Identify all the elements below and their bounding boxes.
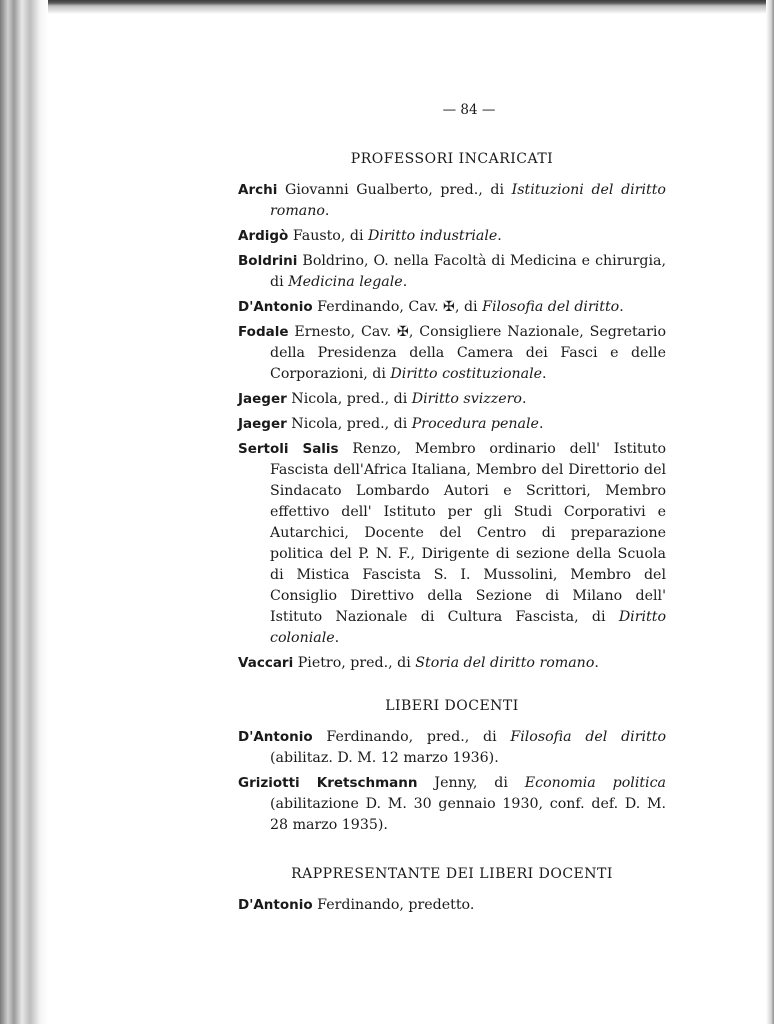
entry-tail: . [334,630,340,646]
entry-subject: Storia del diritto romano [415,655,595,671]
entry-subject: Diritto coloniale [270,609,666,646]
entry-surname: Ardigò [238,228,289,244]
entry-surname: Archi [238,182,278,198]
entry-fodale [238,322,666,385]
entry-surname: Boldrini [238,253,298,269]
entry-sertoli-salis [238,439,666,649]
entry-surname: Fodale [238,324,289,340]
entry-subject: Istituzioni del diritto romano [270,182,666,219]
entry-details: Renzo, Membro ordinario dell' Istituto Fascista dell'Africa Italiana, Membro del Direttorio del Sindacato Lombardo Autori e Scrittori, Membro effettivo dell' Istituto per gli Studi Corporativi e Autarchici, Docente del Centro di preparazione politica del P. N. F., Dirigente di sezione della Scuola di Mistica Fascista S. I. Mussolini, Membro del Consiglio Direttivo della Sezione di Milano dell' Istituto Nazionale di Cultura Fascista, di [270,441,667,625]
entry-surname: D'Antonio [238,729,313,745]
entry-jaeger-1 [238,389,666,410]
entry-subject: Filosofia del diritto [510,729,666,745]
entry-subject: Diritto svizzero [411,391,522,407]
scan-border-right [766,0,774,1024]
scan-border-top [0,0,774,14]
entry-details: Fausto, di [288,228,369,244]
entry-jaeger-2 [238,414,666,435]
entry-details: Nicola, pred., di [286,391,412,407]
entry-surname: Vaccari [238,655,294,671]
entry-details: Pietro, pred., di [293,655,416,671]
section-heading-docenti: LIBERI DOCENTI [385,698,519,714]
scan-binding-edge [0,0,48,1024]
entry-surname: Jaeger [238,416,287,432]
entry-tail: . [521,391,527,407]
entry-details: Boldrino, O. nella Facoltà di Medicina e chirurgia, di [270,253,666,290]
entry-surname: Jaeger [238,391,287,407]
entry-tail: . [619,299,624,315]
entry-vaccari [238,653,666,674]
entry-details: Ferdinando, Cav. ✠, di [312,299,483,315]
entry-tail: . [324,203,330,219]
entry-subject: Diritto costituzionale [390,366,543,382]
entry-dantonio-docente [238,727,666,769]
document-page [238,100,666,920]
entry-details: Giovanni Gualberto, pred., di [277,182,512,198]
section-heading-incaricati: PROFESSORI INCARICATI [350,151,554,167]
entry-ardigo [238,226,666,247]
entry-tail: . [497,228,502,244]
entry-dantonio-rappresentante [238,895,666,916]
entry-tail: . [594,655,599,671]
entry-details: Jenny, di [417,775,525,791]
entry-surname: Griziotti Kretschmann [238,775,418,791]
entry-surname: D'Antonio [238,897,313,913]
entry-tail: . [538,416,544,432]
entry-subject: Filosofia del diritto [482,299,620,315]
entry-surname: Sertoli Salis [238,441,339,457]
section-heading-rappresentante: RAPPRESENTANTE DEI LIBERI DOCENTI [291,866,613,882]
entry-subject: Economia politica [524,775,666,791]
entry-griziotti-kretschmann [238,773,666,836]
entry-subject: Diritto industriale [368,228,498,244]
entry-surname: D'Antonio [238,299,313,315]
entry-subject: Procedura penale [411,416,539,432]
entry-details: Ferdinando, predetto. [312,897,475,913]
page-number: — 84 — [442,102,496,118]
entry-tail: (abilitazione D. M. 30 gennaio 1930, conf. def. D. M. 28 marzo 1935). [270,796,666,833]
entry-subject: Medicina legale [288,274,403,290]
entry-details: Nicola, pred., di [286,416,412,432]
entry-tail: . [542,366,547,382]
entry-details: Ferdinando, pred., di [312,729,511,745]
entry-details: Ernesto, Cav. ✠, Consigliere Nazionale, Segretario della Presidenza della Camera dei Fasci e delle Corporazioni, di [270,324,666,382]
entry-tail: (abilitaz. D. M. 12 marzo 1936). [270,750,499,766]
entry-tail: . [402,274,408,290]
entry-boldrini [238,251,666,293]
entry-dantonio [238,297,666,318]
entry-archi [238,180,666,222]
